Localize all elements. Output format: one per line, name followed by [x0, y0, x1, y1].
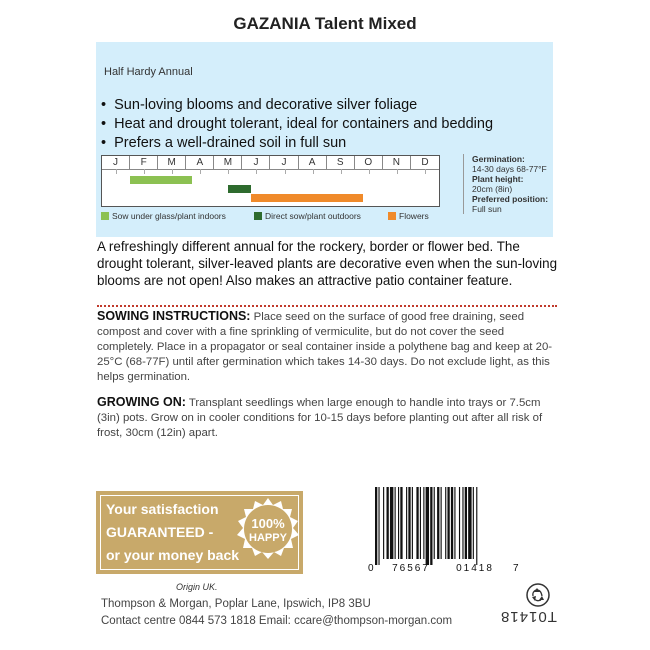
- germination-value: 14-30 days 68-77°F: [472, 164, 547, 174]
- barcode-bar: [423, 487, 424, 559]
- barcode-bar: [408, 487, 410, 559]
- legend-label: Sow under glass/plant indoors: [112, 211, 226, 221]
- barcode-bar: [395, 487, 396, 559]
- month-label: J: [271, 156, 299, 169]
- barcode-bar: [400, 487, 402, 559]
- sowing-calendar-chart: [101, 155, 440, 207]
- guarantee-line-2: GUARANTEED -: [106, 524, 214, 540]
- month-label: O: [355, 156, 383, 169]
- month-tick: [172, 169, 173, 174]
- month-label: J: [102, 156, 130, 169]
- barcode-bar: [406, 487, 407, 559]
- recycle-icon: [526, 583, 550, 607]
- barcode-bar: [451, 487, 453, 559]
- month-tick: [285, 169, 286, 174]
- company-address: Thompson & Morgan, Poplar Lane, Ipswich, IP8 3BU: [101, 598, 371, 610]
- barcode-bar: [398, 487, 399, 559]
- barcode-bar: [447, 487, 449, 559]
- barcode-right-digits: 01418: [456, 563, 494, 572]
- barcode-trail-digit: 7: [513, 563, 519, 572]
- barcode-bar: [454, 487, 455, 559]
- period-bar: [130, 176, 192, 184]
- barcode-bar: [468, 487, 471, 559]
- barcode-bar: [465, 487, 467, 559]
- month-tick: [116, 169, 117, 174]
- product-code: T01418: [500, 608, 557, 625]
- sowing-text: Place seed on the surface of good free draining, seed compost and cover with a fine sprinkling of vermiculite, but do not cover the seed completely. Place in a propagator or seal container inside a polythene bag and keep at 20-25°C (68-77F) until after germination which takes 14-30 days. Do not exclude light, as this helps germination.: [97, 311, 553, 383]
- description: A refreshingly different annual for the rockery, border or flower bed. The drought tolerant, silver-leaved plants are decorative even when the sun-loving blooms are not open! Also makes an attractive patio container feature.: [97, 239, 558, 288]
- growing-info: [463, 154, 560, 214]
- barcode-bar: [434, 487, 435, 559]
- month-tick: [200, 169, 201, 174]
- barcode-bar: [437, 487, 439, 559]
- month-tick: [144, 169, 145, 174]
- bullet-item: • Sun-loving blooms and decorative silver foliage: [101, 97, 418, 113]
- month-label: N: [383, 156, 411, 169]
- barcode-bar: [378, 487, 379, 565]
- month-label: A: [186, 156, 214, 169]
- barcode-lead-digit: 0: [368, 563, 374, 572]
- month-label: F: [130, 156, 158, 169]
- barcode-bar: [473, 487, 474, 559]
- month-tick: [313, 169, 314, 174]
- seal-top-text: 100%: [251, 516, 285, 531]
- legend-label: Flowers: [399, 211, 429, 221]
- month-label: M: [158, 156, 186, 169]
- legend-label: Direct sow/plant outdoors: [265, 211, 361, 221]
- barcode-bar: [387, 487, 389, 559]
- barcode-bar: [476, 487, 477, 565]
- height-value: 20cm (8in): [472, 184, 513, 194]
- seal-bottom-text: HAPPY: [249, 532, 287, 544]
- barcode-bar: [416, 487, 418, 559]
- barcode-bar: [430, 487, 432, 565]
- month-tick: [425, 169, 426, 174]
- germination-label: Germination:: [472, 154, 525, 164]
- growing-on: [97, 395, 559, 441]
- period-bar: [228, 185, 250, 193]
- bullet-item: • Prefers a well-drained soil in full sun: [101, 135, 347, 151]
- position-value: Full sun: [472, 204, 502, 214]
- barcode-bar: [383, 487, 384, 559]
- contact-details: Contact centre 0844 573 1818 Email: ccare@thompson-morgan.com: [101, 615, 453, 627]
- product-title: GAZANIA Talent Mixed: [233, 14, 417, 33]
- period-bar: [251, 194, 363, 202]
- month-tick: [256, 169, 257, 174]
- barcode-bar: [390, 487, 393, 559]
- month-tick: [228, 169, 229, 174]
- month-label: J: [242, 156, 270, 169]
- happy-seal-icon: [235, 497, 301, 563]
- month-label: D: [421, 157, 429, 168]
- month-label: A: [299, 156, 327, 169]
- barcode-bar: [426, 487, 429, 565]
- height-label: Plant height:: [472, 174, 524, 184]
- origin-text: Origin UK.: [176, 582, 218, 592]
- barcode-bar: [412, 487, 413, 559]
- sowing-instructions: [97, 309, 559, 385]
- legend-swatch: [254, 212, 262, 220]
- plant-type: Half Hardy Annual: [104, 66, 193, 78]
- barcode-left-digits: 76567: [392, 563, 430, 572]
- barcode-bar: [462, 487, 463, 559]
- barcode: [365, 487, 521, 572]
- barcode-bar: [459, 487, 460, 559]
- month-tick: [341, 169, 342, 174]
- legend-swatch: [101, 212, 109, 220]
- divider: [97, 305, 557, 307]
- month-tick: [397, 169, 398, 174]
- sowing-heading: SOWING INSTRUCTIONS:: [97, 309, 251, 323]
- month-label: S: [327, 156, 355, 169]
- month-label: M: [214, 156, 242, 169]
- month-tick: [369, 169, 370, 174]
- barcode-bar: [441, 487, 442, 559]
- legend-swatch: [388, 212, 396, 220]
- barcode-bar: [445, 487, 446, 559]
- growing-heading: GROWING ON:: [97, 395, 186, 409]
- guarantee-line-3: or your money back: [106, 547, 240, 563]
- bullet-item: • Heat and drought tolerant, ideal for containers and bedding: [101, 116, 494, 132]
- barcode-bar: [420, 487, 421, 559]
- growing-text: Transplant seedlings when large enough to handle into trays or 7.5cm (3in) pots. Grow on in cooler conditions for 10-15 days before planting out after all risk of frost, 30cm (12in) apart.: [97, 397, 543, 439]
- position-label: Preferred position:: [472, 194, 549, 204]
- barcode-bar: [375, 487, 377, 565]
- guarantee-line-1: Your satisfaction: [106, 501, 219, 517]
